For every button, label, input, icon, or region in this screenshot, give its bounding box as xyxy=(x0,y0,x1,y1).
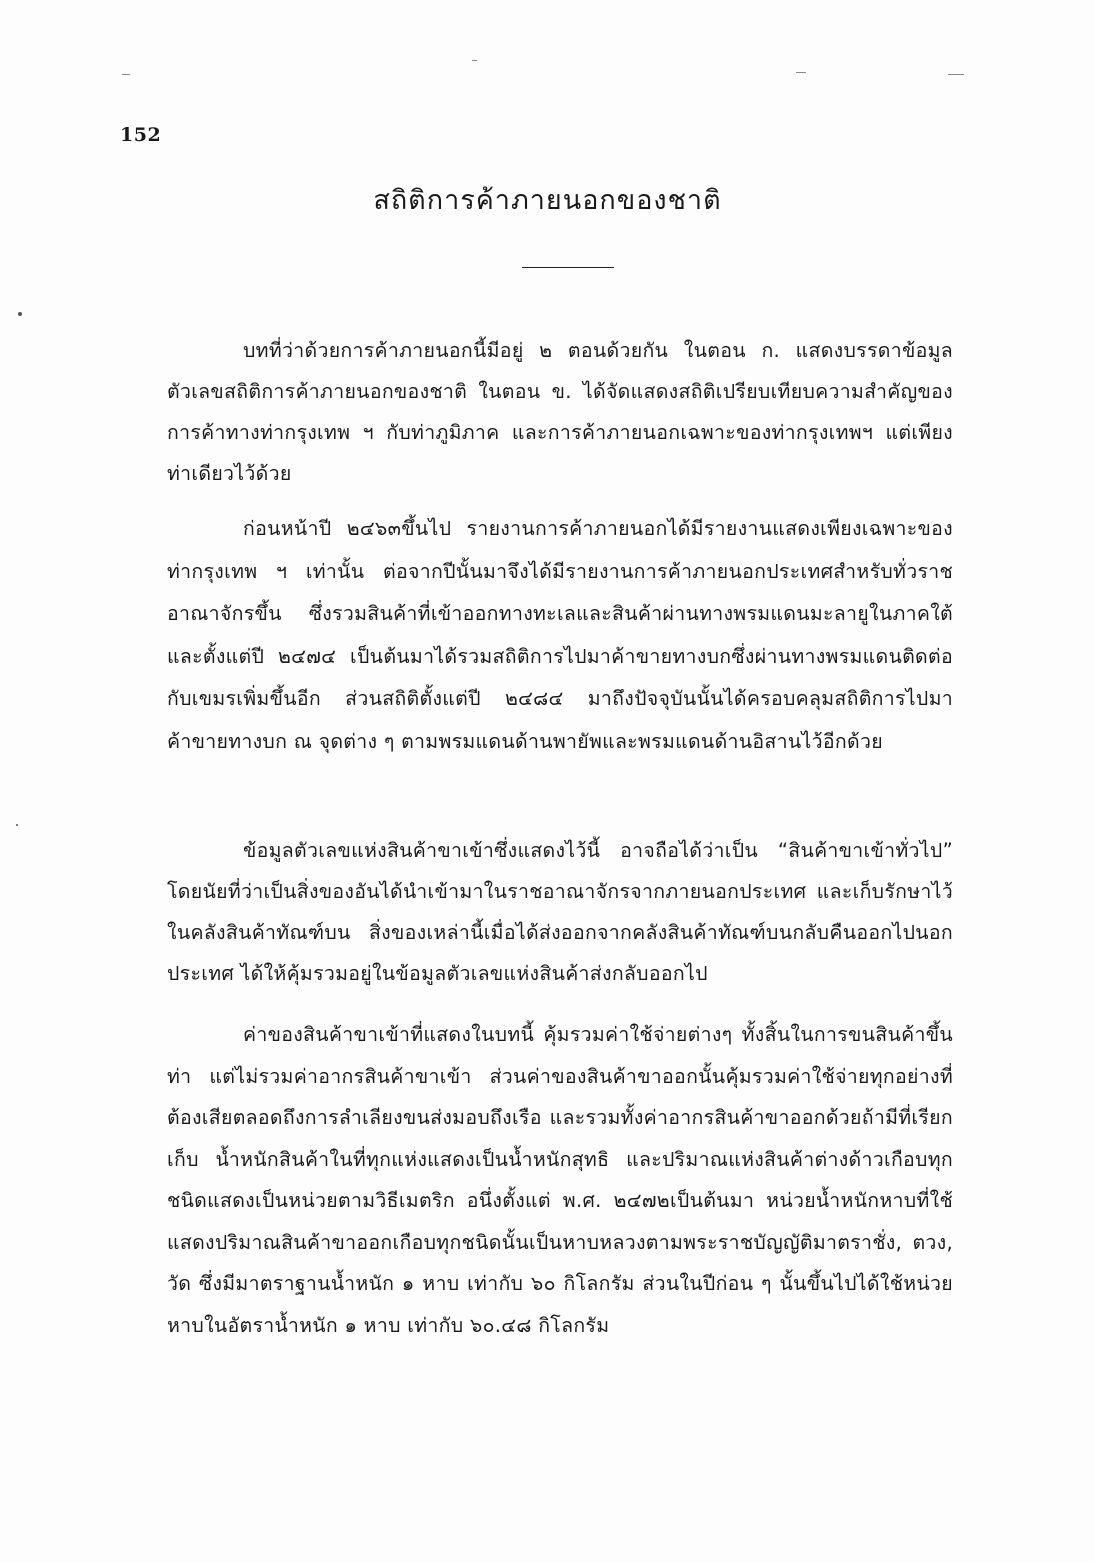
paragraph-text: บทที่ว่าด้วยการค้าภายนอกนี้มีอยู่ ๒ ตอนด้วยกัน ในตอน ก. แสดงบรรดาข้อมูลตัวเลขสถิติการค้าภายนอกของชาติ ในตอน ข. ได้จัดแสดงสถิติเปรียบเทียบความสำคัญของการค้าทางท่ากรุงเทพ ฯ กับท่าภูมิภาค และการค้าภายนอกเฉพาะของท่ากรุงเทพฯ แต่เพียงท่าเดียวไว้ด้วย xyxy=(167,339,953,485)
body-paragraph xyxy=(167,508,953,763)
title-divider xyxy=(522,267,614,268)
body-paragraph xyxy=(167,830,953,994)
body-paragraph xyxy=(167,1014,953,1346)
scan-mark xyxy=(472,60,477,61)
body-paragraph xyxy=(167,330,953,494)
page-title: สถิติการค้าภายนอกของชาติ xyxy=(373,185,722,216)
scan-speck xyxy=(16,824,18,826)
scan-mark xyxy=(796,72,806,73)
paragraph-text: ค่าของสินค้าขาเข้าที่แสดงในบทนี้ คุ้มรวมค่าใช้จ่ายต่างๆ ทั้งสิ้นในการขนสินค้าขึ้นท่า แต่ไม่รวมค่าอากรสินค้าขาเข้า ส่วนค่าของสินค้าขาออกนั้นคุ้มรวมค่าใช้จ่ายทุกอย่างที่ต้องเสียตลอดถึงการลำเลียงขนส่งมอบถึงเรือ และรวมทั้งค่าอากรสินค้าขาออกด้วยถ้ามีที่เรียกเก็บ น้ำหนักสินค้าในที่ทุกแห่งแสดงเป็นน้ำหนักสุทธิ และปริมาณแห่งสินค้าต่างด้าวเกือบทุกชนิดแสดงเป็นหน่วยตามวิธีเมตริก อนึ่งตั้งแต่ พ.ศ. ๒๔๗๒เป็นต้นมา หน่วยน้ำหนักหาบที่ใช้แสดงปริมาณสินค้าขาออกเกือบทุกชนิดนั้นเป็นหาบหลวงตามพระราชบัญญัติมาตราชั่ง, ตวง, วัด ซึ่งมีมาตราฐานน้ำหนัก ๑ หาบ เท่ากับ ๖๐ กิโลกรัม ส่วนในปีก่อน ๆ นั้นขึ้นไปได้ใช้หน่วยหาบในอัตราน้ำหนัก ๑ หาบ เท่ากับ ๖๐.๔๘ กิโลกรัม xyxy=(167,1023,953,1337)
scan-mark xyxy=(948,74,964,75)
scan-speck xyxy=(18,312,22,316)
scan-mark xyxy=(122,74,130,75)
page-number: 152 xyxy=(120,124,162,146)
paragraph-text: ก่อนหน้าปี ๒๔๖๓ขึ้นไป รายงานการค้าภายนอกได้มีรายงานแสดงเพียงเฉพาะของท่ากรุงเทพ ฯ เท่านั้น ต่อจากปีนั้นมาจึงได้มีรายงานการค้าภายนอกประเทศสำหรับทั่วราชอาณาจักรขึ้น ซึ่งรวมสินค้าที่เข้าออกทางทะเลและสินค้าผ่านทางพรมแดนมะลายูในภาคใต้ และตั้งแต่ปี ๒๔๗๔ เป็นต้นมาได้รวมสถิติการไปมาค้าขายทางบกซึ่งผ่านทางพรมแดนติดต่อกับเขมรเพิ่มขึ้นอีก ส่วนสถิติตั้งแต่ปี ๒๔๘๔ มาถึงปัจจุบันนั้นได้ครอบคลุมสถิติการไปมาค้าขายทางบก ณ จุดต่าง ๆ ตามพรมแดนด้านพายัพและพรมแดนด้านอิสานไว้อีกด้วย xyxy=(167,517,953,753)
paragraph-text: ข้อมูลตัวเลขแห่งสินค้าขาเข้าซึ่งแสดงไว้นี้ อาจถือได้ว่าเป็น “สินค้าขาเข้าทั่วไป” โดยนัยที่ว่าเป็นสิ่งของอันได้นำเข้ามาในราชอาณาจักรจากภายนอกประเทศ และเก็บรักษาไว้ในคลังสินค้าทัณฑ์บน สิ่งของเหล่านี้เมื่อได้ส่งออกจากคลังสินค้าทัณฑ์บนกลับคืนออกไปนอกประเทศ ได้ให้คุ้มรวมอยู่ในข้อมูลตัวเลขแห่งสินค้าส่งกลับออกไป xyxy=(167,839,953,985)
